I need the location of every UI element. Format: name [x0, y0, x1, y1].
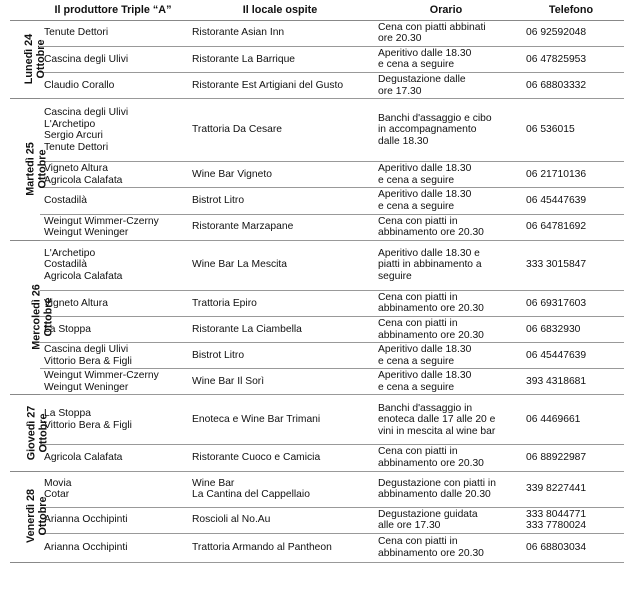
- venue-cell: [186, 46, 374, 72]
- producer-cell: [40, 162, 186, 188]
- venue-cell-line: Ristorante Est Artigiani del Gusto: [192, 79, 344, 91]
- time-cell-line: abbinamento ore 20.30: [378, 547, 484, 559]
- time-cell-line: in accompagnamento: [378, 124, 477, 136]
- time-cell-line: Degustazione guidata: [378, 508, 478, 520]
- producer-cell-line: Movia: [44, 477, 72, 489]
- time-cell-line: Banchi d'assaggio in: [378, 402, 473, 414]
- time-cell-line: Degustazione con piatti in: [378, 477, 496, 489]
- time-cell-line: e cena a seguire: [378, 355, 455, 367]
- producer-cell-line: Sergio Arcuri: [44, 130, 103, 142]
- time-cell-line: e cena a seguire: [378, 381, 455, 393]
- day-label-line: Giovedì 27: [25, 405, 38, 461]
- table-header: [10, 3, 624, 20]
- day-label-line: Ottobre: [37, 413, 50, 453]
- venue-cell: [186, 72, 374, 98]
- time-cell-line: Cena con piatti in: [378, 317, 458, 329]
- producer-cell: [40, 369, 186, 395]
- producer-cell: [40, 99, 186, 162]
- time-cell: [374, 214, 518, 240]
- time-cell-line: Banchi d'assaggio e cibo: [378, 112, 492, 124]
- producer-cell: [40, 507, 186, 533]
- table-row: [10, 188, 624, 214]
- phone-cell: [518, 188, 624, 214]
- producer-cell-line: Tenute Dettori: [44, 27, 109, 39]
- table-row: [10, 395, 624, 445]
- producer-cell: [40, 188, 186, 214]
- producer-cell: [40, 395, 186, 445]
- producer-cell-line: Weingut Weninger: [44, 227, 129, 239]
- phone-cell: [518, 162, 624, 188]
- producer-cell-line: L'Archetipo: [44, 118, 96, 130]
- venue-cell-line: Trattoria Armando al Pantheon: [192, 542, 332, 554]
- producer-cell-line: Arianna Occhipinti: [44, 514, 128, 526]
- time-cell: [374, 369, 518, 395]
- phone-cell-line: 333 3015847: [526, 259, 587, 271]
- time-cell-line: e cena a seguire: [378, 200, 455, 212]
- time-cell-line: Aperitivo dalle 18.30: [378, 163, 472, 175]
- time-cell: [374, 343, 518, 369]
- table-row: [10, 445, 624, 471]
- producer-cell: [40, 20, 186, 46]
- venue-cell-line: Wine Bar Vigneto: [192, 168, 272, 180]
- time-cell-line: Cena con piatti abbinati: [378, 21, 486, 33]
- venue-cell-line: Ristorante Asian Inn: [192, 27, 285, 39]
- header-phone: Telefono: [518, 3, 624, 20]
- time-cell: [374, 72, 518, 98]
- time-cell-line: ore 17.30: [378, 85, 422, 97]
- venue-cell: [186, 316, 374, 342]
- producer-cell: [40, 214, 186, 240]
- venue-cell: [186, 369, 374, 395]
- producer-cell: [40, 240, 186, 290]
- day-label-line: Venerdì 28: [25, 489, 38, 544]
- phone-cell-line: 06 88922987: [526, 452, 587, 464]
- day-cell: [10, 99, 49, 241]
- time-cell-line: abbinamento dalle 20.30: [378, 489, 491, 501]
- venue-cell: [186, 445, 374, 471]
- table-row: [10, 214, 624, 240]
- venue-cell-line: Enoteca e Wine Bar Trimani: [192, 414, 321, 426]
- time-cell-line: Cena con piatti in: [378, 215, 458, 227]
- time-cell-line: e cena a seguire: [378, 174, 455, 186]
- day-label-line: Martedì 25: [24, 142, 37, 196]
- phone-cell: [518, 290, 624, 316]
- table-row: [10, 369, 624, 395]
- time-cell-line: Cena con piatti in: [378, 536, 458, 548]
- time-cell-line: dalle 18.30: [378, 135, 429, 147]
- phone-cell: [518, 395, 624, 445]
- phone-cell-line: 06 21710136: [526, 168, 587, 180]
- producer-cell-line: Claudio Corallo: [44, 79, 115, 91]
- table-row: [10, 162, 624, 188]
- venue-cell: [186, 533, 374, 562]
- events-table: [10, 3, 624, 563]
- day-label-line: Ottobre: [35, 39, 48, 79]
- phone-cell: [518, 99, 624, 162]
- phone-cell: [518, 240, 624, 290]
- phone-cell: [518, 507, 624, 533]
- producer-cell-line: Agricola Calafata: [44, 271, 123, 283]
- venue-cell-line: Trattoria Da Cesare: [192, 124, 283, 136]
- day-label: [25, 489, 49, 543]
- phone-cell-line: 339 8227441: [526, 483, 587, 495]
- header-venue: Il locale ospite: [186, 3, 374, 20]
- venue-cell-line: Ristorante Marzapane: [192, 221, 294, 233]
- table-row: [10, 72, 624, 98]
- venue-cell-line: Wine Bar: [192, 477, 235, 489]
- time-cell-line: abbinamento ore 20.30: [378, 303, 484, 315]
- producer-cell: [40, 343, 186, 369]
- time-cell-line: Cena con piatti in: [378, 446, 458, 458]
- day-cell: [10, 20, 48, 99]
- time-cell-line: alle ore 17.30: [378, 520, 441, 532]
- venue-cell-line: Wine Bar La Mescita: [192, 259, 287, 271]
- producer-cell-line: Vittorio Bera & Figli: [44, 419, 132, 431]
- day-label-line: Mercoledì 26: [30, 284, 43, 351]
- phone-cell: [518, 46, 624, 72]
- venue-cell: [186, 99, 374, 162]
- venue-cell: [186, 214, 374, 240]
- day-label-line: Ottobre: [42, 297, 55, 337]
- phone-cell: [518, 471, 624, 507]
- producer-cell: [40, 445, 186, 471]
- table-row: [10, 533, 624, 562]
- phone-cell-line: 06 64781692: [526, 221, 587, 233]
- venue-cell: [186, 395, 374, 445]
- table-row: [10, 290, 624, 316]
- time-cell: [374, 99, 518, 162]
- time-cell-line: Aperitivo dalle 18.30: [378, 344, 472, 356]
- venue-cell-line: Ristorante La Ciambella: [192, 323, 302, 335]
- venue-cell: [186, 188, 374, 214]
- day-label-line: Lunedì 24: [23, 33, 36, 85]
- time-cell-line: abbinamento ore 20.30: [378, 329, 484, 341]
- producer-cell-line: Costadilà: [44, 259, 87, 271]
- phone-cell-line: 06 536015: [526, 124, 575, 136]
- producer-cell: [40, 72, 186, 98]
- phone-cell-line: 333 7780024: [526, 520, 587, 532]
- time-cell: [374, 395, 518, 445]
- producer-cell: [40, 471, 186, 507]
- time-cell-line: Aperitivo dalle 18.30: [378, 47, 472, 59]
- producer-cell-line: Vigneto Altura: [44, 297, 108, 309]
- phone-cell-line: 06 4469661: [526, 414, 581, 426]
- phone-cell: [518, 533, 624, 562]
- producer-cell-line: Vigneto Altura: [44, 163, 108, 175]
- header-time: Orario: [374, 3, 518, 20]
- time-cell-line: Cena con piatti in: [378, 291, 458, 303]
- producer-cell: [40, 533, 186, 562]
- time-cell-line: vini in mescita al wine bar: [378, 425, 496, 437]
- producer-cell-line: Arianna Occhipinti: [44, 542, 128, 554]
- header-producer: Il produttore Triple “A”: [40, 3, 186, 20]
- day-label-line: Ottobre: [36, 149, 49, 189]
- venue-cell-line: Ristorante Cuoco e Camicia: [192, 452, 321, 464]
- venue-cell: [186, 240, 374, 290]
- phone-cell-line: 06 69317603: [526, 297, 587, 309]
- time-cell-line: Aperitivo dalle 18.30: [378, 370, 472, 382]
- time-cell: [374, 162, 518, 188]
- venue-cell: [186, 290, 374, 316]
- venue-cell-line: La Cantina del Cappellaio: [192, 489, 310, 501]
- time-cell-line: ore 20.30: [378, 33, 422, 45]
- producer-cell-line: Cascina degli Ulivi: [44, 106, 129, 118]
- producer-cell-line: Cotar: [44, 489, 70, 501]
- producer-cell-line: Vittorio Bera & Figli: [44, 355, 132, 367]
- producer-cell-line: Agricola Calafata: [44, 452, 123, 464]
- phone-cell-line: 06 68803332: [526, 79, 587, 91]
- table-row: [10, 20, 624, 46]
- venue-cell-line: Wine Bar Il Sorì: [192, 376, 265, 388]
- venue-cell: [186, 343, 374, 369]
- time-cell-line: Aperitivo dalle 18.30: [378, 189, 472, 201]
- time-cell-line: abbinamento ore 20.30: [378, 458, 484, 470]
- time-cell-line: piatti in abbinamento a: [378, 259, 482, 271]
- table-row: [10, 99, 624, 162]
- phone-cell: [518, 445, 624, 471]
- producer-cell-line: Cascina degli Ulivi: [44, 53, 129, 65]
- venue-cell: [186, 20, 374, 46]
- day-label: [31, 285, 55, 350]
- phone-cell: [518, 214, 624, 240]
- table-row: [10, 471, 624, 507]
- phone-cell-line: 06 45447639: [526, 195, 587, 207]
- phone-cell: [518, 316, 624, 342]
- day-label: [23, 34, 47, 84]
- time-cell-line: seguire: [378, 271, 412, 283]
- producer-cell: [40, 316, 186, 342]
- day-cell: [10, 395, 50, 471]
- table-row: [10, 343, 624, 369]
- time-cell: [374, 316, 518, 342]
- day-label-line: Ottobre: [37, 496, 50, 536]
- time-cell: [374, 471, 518, 507]
- phone-cell-line: 06 68803034: [526, 542, 587, 554]
- producer-cell: [40, 290, 186, 316]
- venue-cell: [186, 162, 374, 188]
- header-day: [10, 3, 40, 20]
- time-cell: [374, 445, 518, 471]
- table-row: [10, 507, 624, 533]
- time-cell: [374, 290, 518, 316]
- day-cell: [10, 471, 50, 562]
- producer-cell-line: Costadilà: [44, 195, 87, 207]
- producer-cell-line: L'Archetipo: [44, 247, 96, 259]
- producer-cell-line: Weingut Wimmer-Czerny: [44, 215, 159, 227]
- table-row: [10, 240, 624, 290]
- phone-cell-line: 06 45447639: [526, 349, 587, 361]
- phone-cell: [518, 20, 624, 46]
- venue-cell: [186, 507, 374, 533]
- table-body: [10, 20, 624, 562]
- producer-cell-line: Agricola Calafata: [44, 174, 123, 186]
- phone-cell-line: 393 4318681: [526, 376, 587, 388]
- venue-cell-line: Trattoria Epiro: [192, 297, 257, 309]
- phone-cell-line: 06 6832930: [526, 323, 581, 335]
- day-label: [25, 142, 49, 195]
- time-cell: [374, 188, 518, 214]
- time-cell-line: Aperitivo dalle 18.30 e: [378, 247, 480, 259]
- producer-cell-line: La Stoppa: [44, 408, 91, 420]
- time-cell-line: e cena a seguire: [378, 59, 455, 71]
- day-label: [25, 405, 49, 460]
- producer-cell-line: Weingut Weninger: [44, 381, 129, 393]
- day-cell: [10, 240, 55, 395]
- table-row: [10, 316, 624, 342]
- producer-cell-line: La Stoppa: [44, 323, 91, 335]
- phone-cell: [518, 343, 624, 369]
- time-cell: [374, 507, 518, 533]
- phone-cell: [518, 72, 624, 98]
- time-cell-line: abbinamento ore 20.30: [378, 227, 484, 239]
- time-cell-line: enoteca dalle 17 alle 20 e: [378, 414, 496, 426]
- time-cell: [374, 46, 518, 72]
- producer-cell: [40, 46, 186, 72]
- phone-cell: [518, 369, 624, 395]
- phone-cell-line: 333 8044771: [526, 508, 587, 520]
- time-cell: [374, 20, 518, 46]
- venue-cell-line: Bistrot Litro: [192, 349, 245, 361]
- phone-cell-line: 06 47825953: [526, 53, 587, 65]
- venue-cell-line: Bistrot Litro: [192, 195, 245, 207]
- venue-cell: [186, 471, 374, 507]
- time-cell: [374, 533, 518, 562]
- venue-cell-line: Ristorante La Barrique: [192, 53, 296, 65]
- phone-cell-line: 06 92592048: [526, 27, 587, 39]
- producer-cell-line: Cascina degli Ulivi: [44, 344, 129, 356]
- producer-cell-line: Weingut Wimmer-Czerny: [44, 370, 159, 382]
- producer-cell-line: Tenute Dettori: [44, 141, 109, 153]
- venue-cell-line: Roscioli al No.Au: [192, 514, 271, 526]
- time-cell-line: Degustazione dalle: [378, 73, 466, 85]
- table-row: [10, 46, 624, 72]
- time-cell: [374, 240, 518, 290]
